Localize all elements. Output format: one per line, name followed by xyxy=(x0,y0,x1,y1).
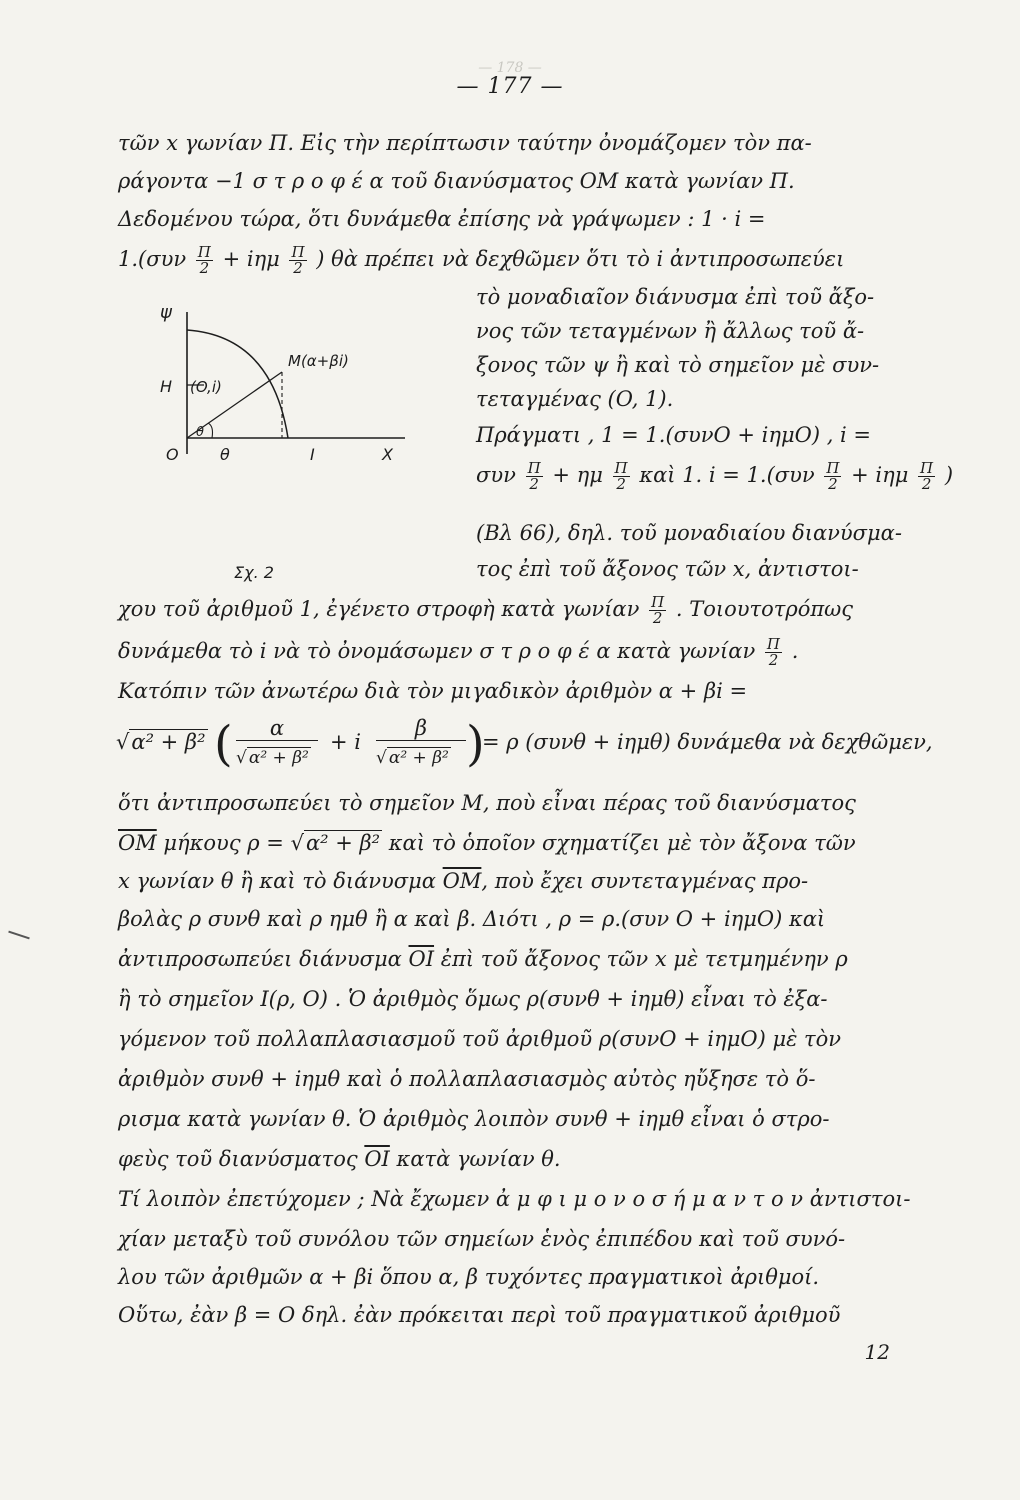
text-right-8: τος ἐπὶ τοῦ ἄξονος τῶν x, ἀντιστοι- xyxy=(476,557,859,581)
fraction-numerator: Π xyxy=(291,243,305,261)
text-line-10-part-b: . xyxy=(791,639,799,663)
text-line-23: Τί λοιπὸν ἐπετύχομεν ; Νὰ ἔχωμεν ἀ μ φ ι μ ο ν ο σ ή μ α ν τ ο ν ἀντιστοι- xyxy=(118,1187,911,1211)
text-right-5: Πράγματι , 1 = 1.(συνO + iημO) , i = xyxy=(476,423,872,447)
figure-unit-circle xyxy=(150,296,420,596)
text-line-4 xyxy=(118,244,844,276)
vector-OI: $\overline{OI}$ xyxy=(364,1147,390,1171)
radical-sign: √α² + β² xyxy=(290,831,381,855)
text-right-6-part-a: συν xyxy=(476,463,516,487)
formula-close-paren: ) xyxy=(466,716,485,772)
fraction-pi-over-2 xyxy=(289,245,306,276)
radicand: α² + β² xyxy=(305,831,381,855)
fraction-pi-over-2 xyxy=(526,461,543,492)
text-line-24: χίαν μεταξὺ τοῦ συνόλου τῶν σημείων ἑνὸς ἐπιπέδου καὶ τοῦ συνό- xyxy=(118,1227,846,1251)
fraction-denominator: 2 xyxy=(616,475,626,493)
text-line-11: Κατόπιν τῶν ἀνωτέρω διὰ τὸν μιγαδικὸν ἀριθμὸν α + βi = xyxy=(118,679,748,703)
formula-frac1-radicand: α² + β² xyxy=(248,748,309,768)
text-right-1: τὸ μοναδιαῖον διάνυσμα ἐπὶ τοῦ ἄξο- xyxy=(476,285,875,309)
fraction-pi-over-2 xyxy=(649,595,666,626)
text-line-10 xyxy=(118,636,798,668)
fraction-denominator: 2 xyxy=(293,259,303,277)
text-line-9-part-a: χου τοῦ ἀριθμοῦ 1, ἐγένετο στροφὴ κατὰ γωνίαν xyxy=(118,597,640,621)
text-line-22 xyxy=(118,1144,561,1174)
margin-mark xyxy=(8,931,30,940)
fraction-denominator: 2 xyxy=(828,475,838,493)
text-line-22-part-c: κατὰ γωνίαν θ. xyxy=(396,1147,561,1171)
figure-label-psi: ψ xyxy=(160,302,172,323)
fraction-denominator: 2 xyxy=(652,609,663,627)
text-line-14-part-b: μήκους ρ = xyxy=(163,831,284,855)
figure-angle-arc xyxy=(208,423,213,438)
text-right-6-part-e: ) xyxy=(944,463,954,487)
page-footer-number: 12 xyxy=(864,1340,890,1364)
text-line-14 xyxy=(118,828,856,858)
figure-label-theta-axis: θ xyxy=(220,445,230,464)
text-line-15-part-c: , ποὺ ἔχει συντεταγμένας προ- xyxy=(481,869,809,893)
formula-frac1-denominator: √ α² + β² xyxy=(236,748,309,768)
text-line-17 xyxy=(118,944,848,974)
text-line-21: ρισμα κατὰ γωνίαν θ. Ὁ ἀριθμὸς λοιπὸν συνθ + iημθ εἶναι ὁ στρο- xyxy=(118,1107,830,1131)
fraction-pi-over-2 xyxy=(196,245,213,276)
formula-frac1-numerator: α xyxy=(236,716,318,741)
text-line-20: ἀριθμὸν συνθ + iημθ καὶ ὁ πολλαπλασιασμὸς αὐτὸς ηὔξησε τὸ ὅ- xyxy=(118,1067,816,1091)
figure-label-origin: O xyxy=(166,445,179,464)
fraction-numerator: Π xyxy=(920,459,934,477)
text-line-13: ὅτι ἀντιπροσωπεύει τὸ σημεῖον M, ποὺ εἶναι πέρας τοῦ διανύσματος xyxy=(118,791,856,815)
vector-OM: $\overline{OM}$ xyxy=(118,831,157,855)
text-line-25: λου τῶν ἀριθμῶν α + βi ὅπου α, β τυχόντες πραγματικοὶ ἀριθμοί. xyxy=(118,1265,820,1289)
fraction-numerator: Π xyxy=(766,635,781,653)
text-line-22-part-a: φεὺς τοῦ διανύσματος xyxy=(118,1147,358,1171)
text-line-15-part-a: x γωνίαν θ ἢ καὶ τὸ διάνυσμα xyxy=(118,869,436,893)
formula-frac2-radicand: α² + β² xyxy=(388,748,449,768)
formula-radicand: α² + β² xyxy=(131,730,206,754)
complex-number-formula xyxy=(116,716,933,780)
vector-OI: $\overline{OI}$ xyxy=(408,947,435,971)
formula-plus-i: + i xyxy=(330,730,361,754)
fraction-numerator: Π xyxy=(527,459,541,477)
formula-radical: √α² + β² xyxy=(116,730,206,754)
text-right-4: τεταγμένας (O, 1). xyxy=(476,387,674,411)
fraction-numerator: Π xyxy=(197,243,211,261)
figure-label-X: X xyxy=(382,445,393,464)
text-line-4-part-c: ) θὰ πρέπει νὰ δεχθῶμεν ὅτι τὸ i ἀντιπροσωπεύει xyxy=(316,247,845,271)
text-line-14-part-d: καὶ τὸ ὁποῖον σχηματίζει μὲ τὸν ἄξονα τῶν xyxy=(388,831,856,855)
text-line-26: Οὕτω, ἐὰν β = O δηλ. ἐὰν πρόκειται περὶ τοῦ πραγματικοῦ ἀριθμοῦ xyxy=(118,1303,841,1327)
fraction-denominator: 2 xyxy=(529,475,539,493)
text-right-2: νος τῶν τεταγμένων ἢ ἄλλως τοῦ ἄ- xyxy=(476,319,865,343)
text-line-9-part-b: . Τοιουτοτρόπως xyxy=(675,597,854,621)
text-right-7: (Βλ 66), δηλ. τοῦ μοναδιαίου διανύσμα- xyxy=(476,521,902,545)
fraction-numerator: Π xyxy=(614,459,628,477)
figure-label-I: I xyxy=(310,445,315,464)
figure-label-point-O-i: (O,i) xyxy=(190,378,222,396)
formula-frac2-numerator: β xyxy=(376,716,466,741)
text-line-17-part-c: ἐπὶ τοῦ ἄξονος τῶν x μὲ τετμημένην ρ xyxy=(440,947,848,971)
formula-frac2-denominator: √ α² + β² xyxy=(376,748,449,768)
text-right-6-part-c: καὶ 1. i = 1.(συν xyxy=(639,463,815,487)
text-line-1: τῶν x γωνίαν Π. Εἰς τὴν περίπτωσιν ταύτην ὀνομάζομεν τὸν πα- xyxy=(118,131,812,155)
fraction-pi-over-2 xyxy=(765,637,782,668)
text-line-2: ράγοντα −1 σ τ ρ ο φ έ α τοῦ διανύσματος OM κατὰ γωνίαν Π. xyxy=(118,169,795,193)
text-line-16: βολὰς ρ συνθ καὶ ρ ημθ ἢ α καὶ β. Διότι , ρ = ρ.(συν O + iημO) καὶ xyxy=(118,907,826,931)
formula-open-paren: ( xyxy=(214,716,233,772)
text-line-4-part-b: + iημ xyxy=(222,247,280,271)
bleed-through-page-number: — 178 — xyxy=(478,60,542,76)
text-right-6 xyxy=(476,460,953,492)
text-line-3: Δεδομένου τώρα, ὅτι δυνάμεθα ἐπίσης νὰ γράψωμεν : 1 · i = xyxy=(118,207,766,231)
page-number-header: — 177 — xyxy=(456,74,564,99)
figure-label-theta-angle: θ xyxy=(196,425,204,440)
figure-label-M: M(α+βi) xyxy=(288,352,349,370)
formula-rest: = ρ (συνθ + iημθ) δυνάμεθα νὰ δεχθῶμεν, xyxy=(482,730,933,754)
text-line-10-part-a: δυνάμεθα τὸ i νὰ τὸ ὀνομάσωμεν σ τ ρ ο φ έ α κατὰ γωνίαν xyxy=(118,639,756,663)
fraction-denominator: 2 xyxy=(768,651,779,669)
fraction-pi-over-2 xyxy=(824,461,841,492)
fraction-numerator: Π xyxy=(651,593,665,611)
fraction-denominator: 2 xyxy=(199,259,210,277)
text-line-9 xyxy=(118,594,853,626)
figure-caption: Σχ. 2 xyxy=(234,563,274,582)
fraction-denominator: 2 xyxy=(921,475,932,493)
fraction-numerator: Π xyxy=(826,459,840,477)
fraction-pi-over-2 xyxy=(613,461,630,492)
text-right-6-part-b: + ημ xyxy=(552,463,603,487)
text-line-19: γόμενον τοῦ πολλαπλασιασμοῦ τοῦ ἀριθμοῦ ρ(συνO + iημO) μὲ τὸν xyxy=(118,1027,842,1051)
text-line-17-part-a: ἀντιπροσωπεύει διάνυσμα xyxy=(118,947,402,971)
text-line-4-part-a: 1.(συν xyxy=(118,247,187,271)
figure-label-H: H xyxy=(160,377,173,396)
text-right-3: ξονος τῶν ψ ἢ καὶ τὸ σημεῖον μὲ συν- xyxy=(476,353,880,377)
text-line-18: ἢ τὸ σημεῖον I(ρ, O) . Ὁ ἀριθμὸς ὅμως ρ(συνθ + iημθ) εἶναι τὸ ἐξα- xyxy=(118,987,828,1011)
fraction-pi-over-2 xyxy=(918,461,935,492)
vector-OM: $\overline{OM}$ xyxy=(442,869,482,893)
text-right-6-part-d: + iημ xyxy=(851,463,909,487)
text-line-15 xyxy=(118,866,808,896)
